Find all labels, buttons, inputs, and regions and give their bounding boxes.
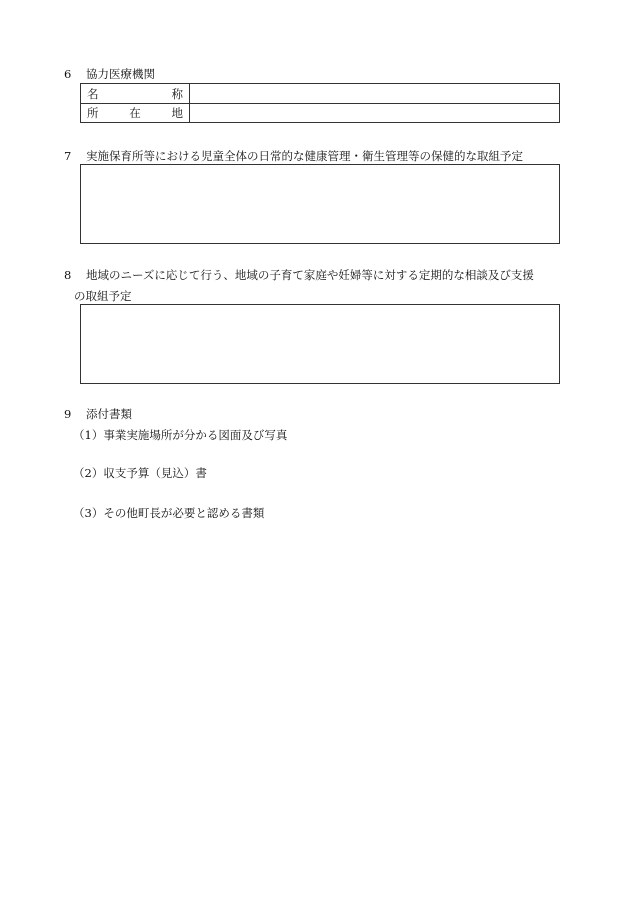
section-7-title: 実施保育所等における児童全体の日常的な健康管理・衛生管理等の保健的な取組予定 (86, 149, 523, 163)
section-8-title-line2: の取組予定 (74, 289, 132, 303)
section-6-heading (64, 67, 155, 81)
section-7-heading (64, 149, 523, 163)
section-8-title-line1: 地域のニーズに応じて行う、地域の子育て家庭や妊婦等に対する定期的な相談及び支援 (86, 268, 534, 282)
community-support-plan-box[interactable] (80, 304, 560, 384)
attachment-item-1: （1）事業実施場所が分かる図面及び写真 (73, 428, 288, 442)
section-7-number: 7 (64, 149, 72, 163)
section-9-heading (64, 407, 132, 421)
medical-institution-table (80, 83, 560, 123)
name-field[interactable] (191, 84, 559, 103)
health-management-plan-box[interactable] (80, 164, 560, 244)
section-8-heading (64, 268, 534, 282)
section-6-title: 協力医療機関 (86, 67, 155, 81)
attachment-item-3: （3）その他町長が必要と認める書類 (73, 506, 265, 520)
label-name: 名 称 (81, 84, 190, 103)
table-row-address (81, 103, 559, 122)
section-9-number: 9 (64, 407, 72, 421)
label-address: 所 在 地 (81, 103, 190, 122)
address-field[interactable] (191, 103, 559, 122)
section-8-number: 8 (64, 268, 72, 282)
section-9-title: 添付書類 (86, 407, 132, 421)
section-6-number: 6 (64, 67, 72, 81)
table-row-name (81, 84, 559, 104)
attachment-item-2: （2）収支予算（見込）書 (73, 466, 207, 480)
